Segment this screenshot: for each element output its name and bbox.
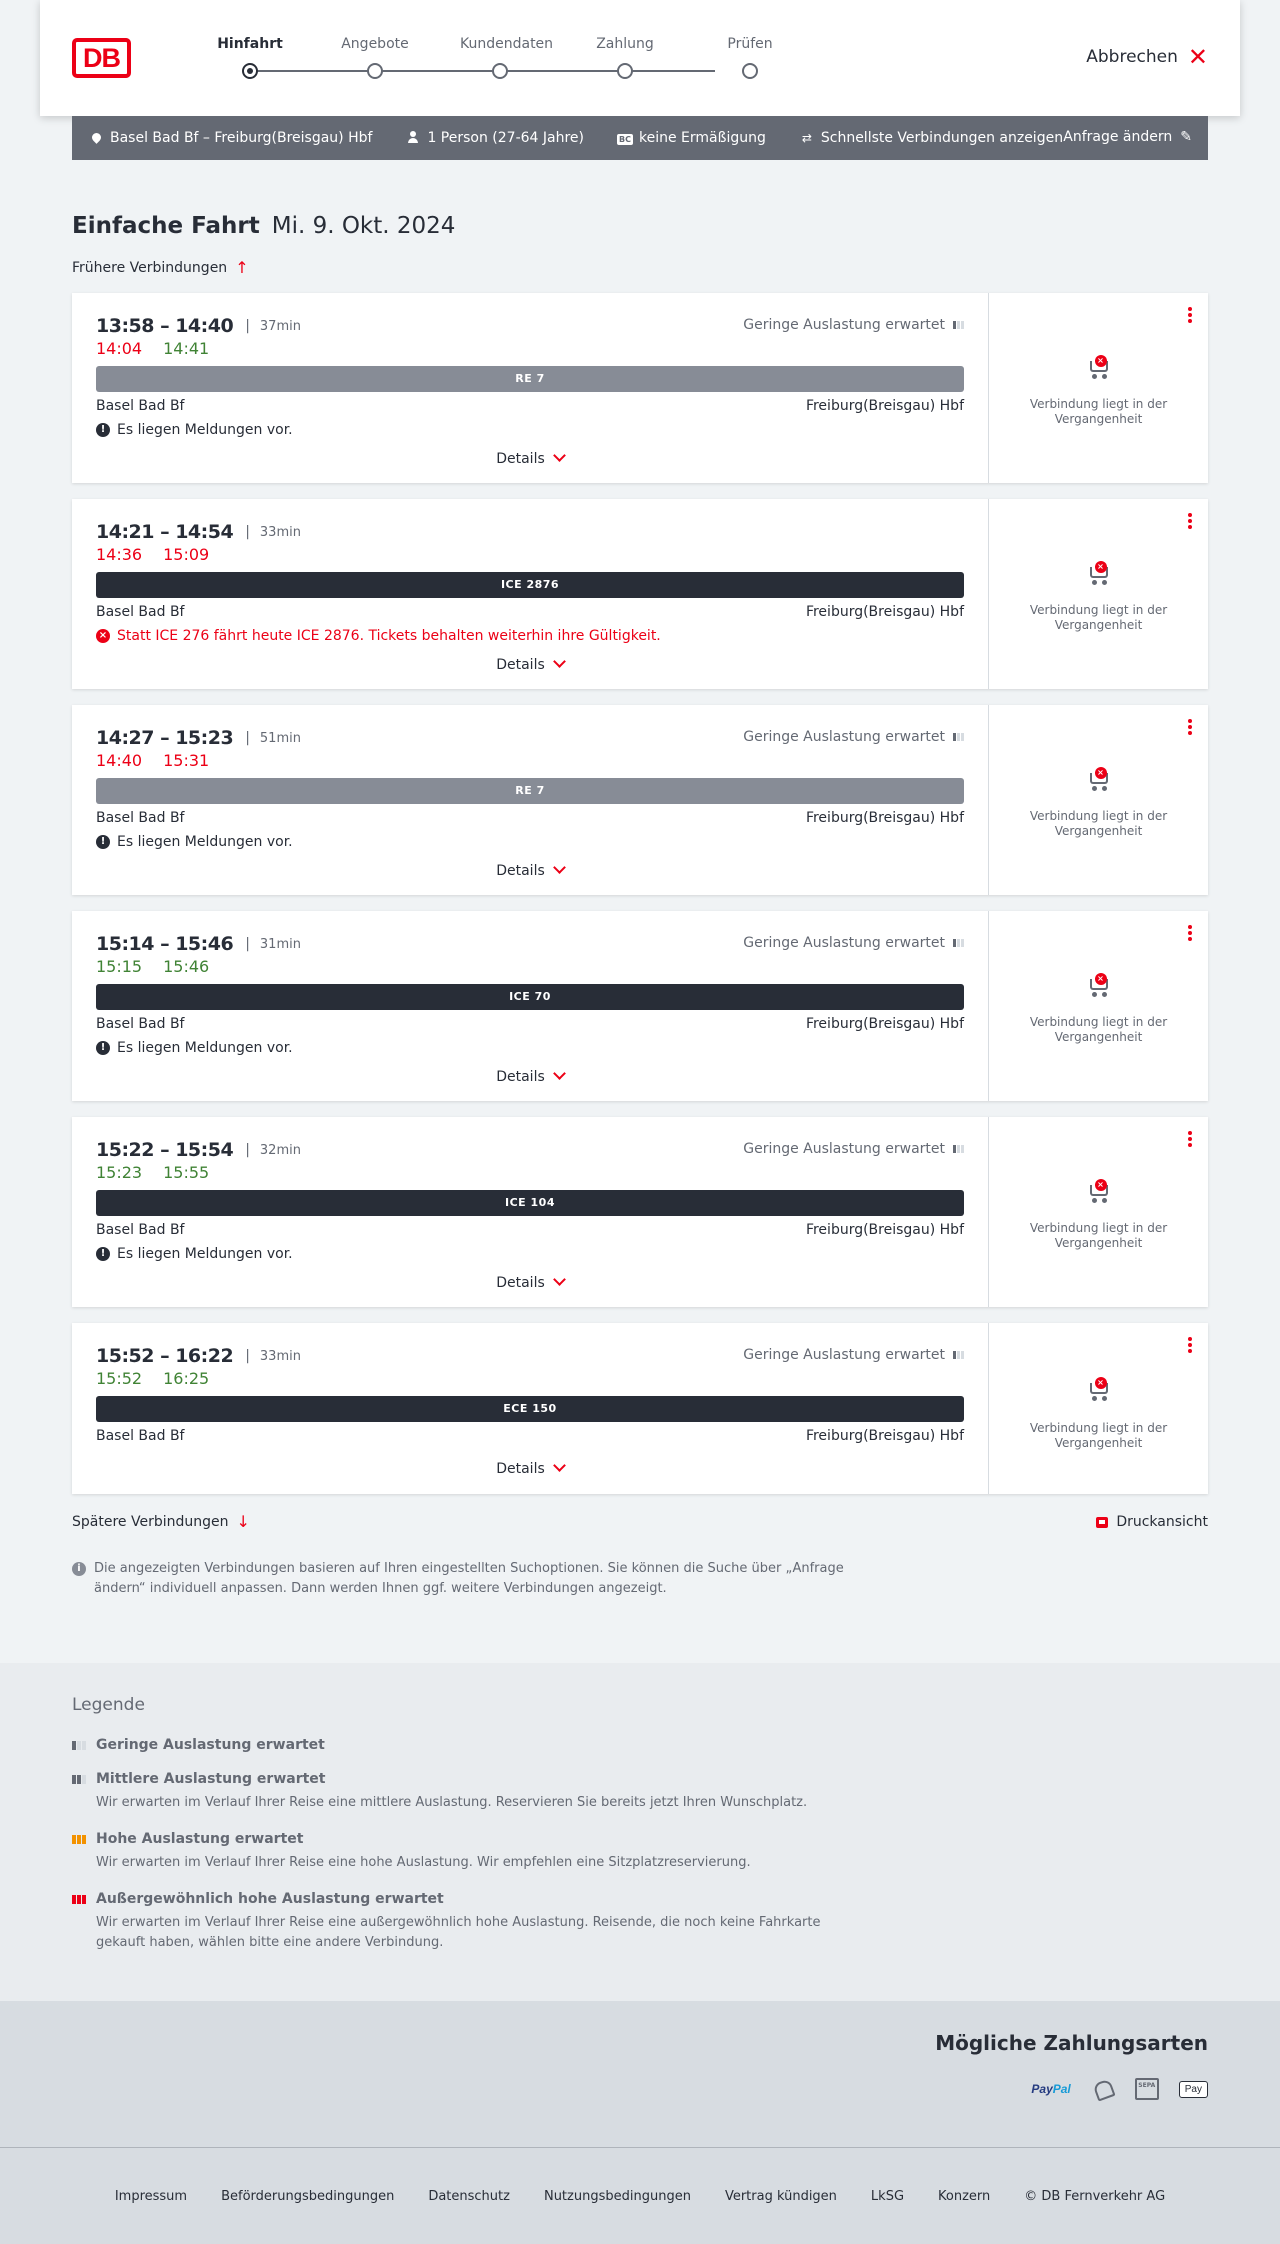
- swap-arrows-icon: ⇄: [801, 131, 812, 145]
- connection-status-panel: [989, 293, 1208, 483]
- realtime-departure: 14:36: [96, 545, 143, 564]
- step-label: Hinfahrt: [217, 36, 283, 52]
- chevron-down-icon: [553, 1459, 566, 1472]
- connection-message: [96, 422, 293, 438]
- cancel-label: Abbrechen: [1086, 47, 1178, 67]
- close-icon: ✕: [1187, 43, 1208, 71]
- connection-times: [96, 315, 301, 337]
- trip-date: Mi. 9. Okt. 2024: [271, 213, 456, 239]
- search-discount-label: keine Ermäßigung: [639, 130, 766, 146]
- connection-times: [96, 933, 301, 955]
- planned-times: 15:52 – 16:22: [96, 1345, 234, 1367]
- connection-status-panel: [989, 1323, 1208, 1494]
- later-connections-label: Spätere Verbindungen: [72, 1514, 229, 1530]
- destination-station: Freiburg(Breisgau) Hbf: [805, 1016, 964, 1032]
- footer-copyright[interactable]: © DB Fernverkehr AG: [1024, 2188, 1166, 2204]
- earlier-connections-label: Frühere Verbindungen: [72, 260, 228, 276]
- stations: [96, 1016, 964, 1032]
- separator: |: [245, 936, 250, 952]
- connection-card[interactable]: [72, 1323, 1208, 1494]
- connection-info: [72, 1117, 989, 1307]
- footer-link-vertrag-kuendigen[interactable]: Vertrag kündigen: [724, 2188, 837, 2204]
- occupancy-info: [743, 729, 964, 745]
- train-bar[interactable]: ICE 104: [96, 1190, 964, 1216]
- more-options-icon[interactable]: [1186, 719, 1194, 737]
- duration: 32min: [259, 1142, 301, 1158]
- search-route-label: Basel Bad Bf – Freiburg(Breisgau) Hbf: [110, 130, 373, 146]
- connection-message: [96, 628, 661, 644]
- cart-unavailable-icon: ×: [989, 973, 1208, 999]
- connection-status-panel: [989, 499, 1208, 689]
- payment-methods: [72, 2001, 1208, 2147]
- train-bar[interactable]: ICE 2876: [96, 572, 964, 598]
- occupancy-info: [743, 935, 964, 951]
- message-text: Es liegen Meldungen vor.: [117, 1246, 293, 1262]
- step-label: Kundendaten: [460, 36, 554, 52]
- past-connection-note: Verbindung liegt in der Vergangenheit: [1029, 1015, 1168, 1044]
- details-toggle[interactable]: [72, 451, 988, 467]
- more-options-icon[interactable]: [1186, 925, 1194, 943]
- stations: [96, 1428, 964, 1444]
- printer-icon: [1096, 1517, 1108, 1528]
- step-dot: [492, 63, 508, 79]
- realtime-times: [96, 545, 209, 564]
- legend-item-head: [72, 1831, 1208, 1847]
- planned-times: 14:27 – 15:23: [96, 727, 234, 749]
- duration: 33min: [259, 524, 301, 540]
- legend-item-title: Hohe Auslastung erwartet: [96, 1831, 304, 1847]
- details-toggle[interactable]: [72, 657, 988, 673]
- legend-item-text: Wir erwarten im Verlauf Ihrer Reise eine hohe Auslastung. Wir empfehlen eine Sitzplatzreservierung.: [96, 1855, 751, 1870]
- legend-item: [72, 1831, 1208, 1873]
- realtime-times: [96, 957, 209, 976]
- occupancy-low-icon: [953, 1145, 964, 1153]
- legend-items: [72, 1737, 1208, 1953]
- footer: [0, 2147, 1280, 2244]
- results-bottom-row: [72, 1513, 1208, 1531]
- step-kundendaten: [460, 36, 554, 79]
- cart-unavailable-icon: ×: [989, 355, 1208, 381]
- legend-item-title: Geringe Auslastung erwartet: [96, 1737, 325, 1753]
- train-bar[interactable]: ECE 150: [96, 1396, 964, 1422]
- footer-link-konzern[interactable]: Konzern: [938, 2188, 991, 2204]
- connection-info: [72, 293, 989, 483]
- step-pruefen: [710, 36, 790, 79]
- occupancy-label: Geringe Auslastung erwartet: [743, 1141, 945, 1157]
- stations: [96, 398, 964, 414]
- realtime-arrival: 15:31: [163, 751, 210, 770]
- step-dot: [242, 63, 258, 79]
- occupancy-low-icon: [953, 321, 964, 329]
- realtime-departure: 15:52: [96, 1369, 143, 1388]
- step-label: Angebote: [341, 36, 409, 52]
- connection-card[interactable]: [72, 1117, 1208, 1307]
- occupancy-medium-icon: [72, 1775, 88, 1784]
- connection-list: [72, 293, 1208, 1494]
- search-travellers-label: 1 Person (27-64 Jahre): [427, 130, 584, 146]
- results-main: [72, 213, 1208, 1599]
- step-dot: [367, 63, 383, 79]
- search-travellers[interactable]: [405, 130, 584, 146]
- occupancy-low-icon: [953, 733, 964, 741]
- print-view-label: Druckansicht: [1116, 1514, 1208, 1530]
- page-title: [72, 213, 1208, 239]
- details-label: Details: [496, 1069, 545, 1085]
- legend-title: Legende: [72, 1695, 145, 1715]
- stations: [96, 810, 964, 826]
- occupancy-info: [743, 1347, 964, 1363]
- details-toggle[interactable]: [72, 1069, 988, 1085]
- chevron-down-icon: [553, 449, 566, 462]
- connection-times: [96, 727, 301, 749]
- realtime-times: [96, 1369, 209, 1388]
- origin-station: Basel Bad Bf: [96, 1222, 185, 1238]
- arrow-down-icon: ↓: [236, 1512, 250, 1531]
- connection-status-panel: [989, 911, 1208, 1101]
- payment-icons: [1031, 2078, 1208, 2100]
- details-toggle[interactable]: [72, 1461, 988, 1477]
- chevron-down-icon: [553, 655, 566, 668]
- realtime-times: [96, 751, 209, 770]
- direct-debit-icon: [1091, 2078, 1115, 2100]
- paypal-icon: PayPal: [1031, 2082, 1071, 2096]
- connection-card[interactable]: [72, 911, 1208, 1101]
- stations: [96, 604, 964, 620]
- occupancy-info: [743, 317, 964, 333]
- realtime-arrival: 15:46: [163, 957, 210, 976]
- cart-unavailable-icon: ×: [989, 1179, 1208, 1205]
- more-options-icon[interactable]: [1186, 307, 1194, 325]
- chevron-down-icon: [553, 1067, 566, 1080]
- more-options-icon[interactable]: [1186, 1131, 1194, 1149]
- payment-title: Mögliche Zahlungsarten: [935, 2031, 1208, 2055]
- legend-item-text: Wir erwarten im Verlauf Ihrer Reise eine mittlere Auslastung. Reservieren Sie bereits jetzt Ihren Wunschplatz.: [96, 1795, 808, 1810]
- step-zahlung: [585, 36, 665, 79]
- connection-info: [72, 705, 989, 895]
- warning-icon: !: [96, 423, 110, 437]
- search-info-note: [72, 1559, 852, 1599]
- step-dot: [617, 63, 633, 79]
- step-label: Zahlung: [596, 36, 654, 52]
- search-route[interactable]: [88, 130, 372, 146]
- destination-station: Freiburg(Breisgau) Hbf: [805, 398, 964, 414]
- occupancy-label: Geringe Auslastung erwartet: [743, 935, 945, 951]
- cart-unavailable-icon: ×: [989, 767, 1208, 793]
- step-label: Prüfen: [727, 36, 773, 52]
- change-request-button[interactable]: [1063, 129, 1192, 145]
- booking-header: [40, 0, 1240, 116]
- destination-station: Freiburg(Breisgau) Hbf: [805, 810, 964, 826]
- train-bar[interactable]: ICE 70: [96, 984, 964, 1010]
- legend-item: [72, 1737, 1208, 1753]
- legend-item-head: [72, 1771, 1208, 1787]
- occupancy-very-high-icon: [72, 1895, 88, 1904]
- origin-station: Basel Bad Bf: [96, 1016, 185, 1032]
- warning-icon: !: [96, 835, 110, 849]
- print-view-link[interactable]: [1096, 1513, 1208, 1531]
- realtime-departure: 15:15: [96, 957, 143, 976]
- connection-times: [96, 1139, 301, 1161]
- connection-times: [96, 1345, 301, 1367]
- details-label: Details: [496, 1275, 545, 1291]
- cart-unavailable-icon: ×: [989, 561, 1208, 587]
- footer-link-befoerderungsbedingungen[interactable]: Beförderungsbedingungen: [221, 2188, 395, 2204]
- occupancy-label: Geringe Auslastung erwartet: [743, 729, 945, 745]
- footer-link-nutzungsbedingungen[interactable]: Nutzungsbedingungen: [543, 2188, 691, 2204]
- past-connection-note: Verbindung liegt in der Vergangenheit: [1029, 603, 1168, 632]
- legend-item-text: Wir erwarten im Verlauf Ihrer Reise eine außergewöhnlich hohe Auslastung. Reisende, die noch keine Fahrkarte gekauft haben, wählen bitte eine andere Verbindung.: [96, 1915, 821, 1950]
- realtime-arrival: 14:41: [163, 339, 210, 358]
- separator: |: [245, 1348, 250, 1364]
- pencil-icon: ✎: [1180, 129, 1192, 145]
- connection-info: [72, 1323, 989, 1494]
- connection-card[interactable]: [72, 705, 1208, 895]
- connection-times: [96, 521, 301, 543]
- footer-link-impressum[interactable]: Impressum: [114, 2188, 188, 2204]
- details-label: Details: [496, 657, 545, 673]
- person-icon: [405, 131, 421, 146]
- db-logo[interactable]: DB: [72, 38, 131, 78]
- cart-unavailable-icon: ×: [989, 1377, 1208, 1403]
- destination-station: Freiburg(Breisgau) Hbf: [805, 1428, 964, 1444]
- legend: [72, 1695, 1208, 1953]
- separator: |: [245, 524, 250, 540]
- sepa-icon: SEPA: [1135, 2078, 1159, 2100]
- connection-message: [96, 834, 293, 850]
- occupancy-high-icon: [72, 1835, 88, 1844]
- destination-station: Freiburg(Breisgau) Hbf: [805, 1222, 964, 1238]
- message-text: Es liegen Meldungen vor.: [117, 1040, 293, 1056]
- planned-times: 15:22 – 15:54: [96, 1139, 234, 1161]
- occupancy-low-icon: [953, 1351, 964, 1359]
- message-text: Es liegen Meldungen vor.: [117, 834, 293, 850]
- train-bar[interactable]: RE 7: [96, 778, 964, 804]
- details-toggle[interactable]: [72, 863, 988, 879]
- past-connection-note: Verbindung liegt in der Vergangenheit: [1029, 397, 1168, 426]
- change-request-label: Anfrage ändern: [1063, 129, 1173, 145]
- warning-icon: !: [96, 1247, 110, 1261]
- connection-status-panel: [989, 1117, 1208, 1307]
- train-bar[interactable]: RE 7: [96, 366, 964, 392]
- occupancy-low-icon: [72, 1741, 88, 1750]
- realtime-departure: 15:23: [96, 1163, 143, 1182]
- connection-status-panel: [989, 705, 1208, 895]
- connection-card[interactable]: [72, 293, 1208, 483]
- search-fastest-label: Schnellste Verbindungen anzeigen: [820, 130, 1064, 146]
- message-text: Statt ICE 276 fährt heute ICE 2876. Tickets behalten weiterhin ihre Gültigkeit.: [117, 628, 661, 644]
- duration: 31min: [259, 936, 301, 952]
- chevron-down-icon: [553, 1273, 566, 1286]
- planned-times: 13:58 – 14:40: [96, 315, 234, 337]
- step-hinfahrt: [210, 36, 290, 79]
- connection-message: [96, 1246, 293, 1262]
- separator: |: [245, 318, 250, 334]
- planned-times: 15:14 – 15:46: [96, 933, 234, 955]
- search-discount[interactable]: [617, 130, 766, 146]
- step-angebote: [335, 36, 415, 79]
- details-label: Details: [496, 863, 545, 879]
- occupancy-info: [743, 1141, 964, 1157]
- realtime-arrival: 16:25: [163, 1369, 210, 1388]
- legend-item-head: [72, 1891, 1208, 1907]
- past-connection-note: Verbindung liegt in der Vergangenheit: [1029, 1221, 1168, 1250]
- info-icon: i: [72, 1562, 86, 1576]
- realtime-arrival: 15:09: [163, 545, 210, 564]
- realtime-arrival: 15:55: [163, 1163, 210, 1182]
- origin-station: Basel Bad Bf: [96, 1428, 185, 1444]
- booking-stepper: [210, 36, 773, 86]
- message-text: Es liegen Meldungen vor.: [117, 422, 293, 438]
- realtime-times: [96, 339, 209, 358]
- details-toggle[interactable]: [72, 1275, 988, 1291]
- separator: |: [245, 1142, 250, 1158]
- past-connection-note: Verbindung liegt in der Vergangenheit: [1029, 809, 1168, 838]
- connection-card[interactable]: [72, 499, 1208, 689]
- error-icon: ×: [96, 629, 110, 643]
- more-options-icon[interactable]: [1186, 513, 1194, 531]
- details-label: Details: [496, 1461, 545, 1477]
- footer-link-datenschutz[interactable]: Datenschutz: [428, 2188, 510, 2204]
- warning-icon: !: [96, 1041, 110, 1055]
- origin-station: Basel Bad Bf: [96, 398, 185, 414]
- duration: 33min: [259, 1348, 301, 1364]
- occupancy-label: Geringe Auslastung erwartet: [743, 1347, 945, 1363]
- arrow-up-icon: ↑: [235, 258, 249, 277]
- connection-message: [96, 1040, 293, 1056]
- legend-section: [0, 1663, 1280, 2001]
- connection-info: [72, 911, 989, 1101]
- search-info-text: Die angezeigten Verbindungen basieren auf Ihren eingestellten Suchoptionen. Sie können die Suche über „Anfrage ändern“ individuell anpassen. Dann werden Ihnen ggf. weitere Verbindungen angezeigt.: [94, 1561, 844, 1596]
- earlier-connections-link[interactable]: [72, 259, 1208, 277]
- origin-station: Basel Bad Bf: [96, 604, 185, 620]
- duration: 37min: [259, 318, 301, 334]
- occupancy-low-icon: [953, 939, 964, 947]
- legend-item-head: [72, 1737, 1208, 1753]
- bahncard-icon: BC: [619, 135, 631, 144]
- cancel-button[interactable]: [1086, 43, 1208, 71]
- search-fastest[interactable]: [799, 130, 1063, 146]
- realtime-times: [96, 1163, 209, 1182]
- destination-station: Freiburg(Breisgau) Hbf: [805, 604, 964, 620]
- planned-times: 14:21 – 14:54: [96, 521, 234, 543]
- origin-station: Basel Bad Bf: [96, 810, 185, 826]
- footer-link-lksg[interactable]: LkSG: [870, 2188, 905, 2204]
- location-pin-icon: [88, 131, 104, 145]
- later-connections-link[interactable]: [72, 1513, 250, 1531]
- duration: 51min: [259, 730, 301, 746]
- details-label: Details: [496, 451, 545, 467]
- payment-section: [0, 2001, 1280, 2147]
- apple-pay-icon: Pay: [1179, 2081, 1208, 2098]
- chevron-down-icon: [553, 861, 566, 874]
- step-dot: [742, 63, 758, 79]
- legend-item: [72, 1891, 1208, 1953]
- stations: [96, 1222, 964, 1238]
- legend-item: [72, 1771, 1208, 1813]
- legend-item-title: Mittlere Auslastung erwartet: [96, 1771, 326, 1787]
- realtime-departure: 14:04: [96, 339, 143, 358]
- search-summary-bar: [72, 116, 1208, 160]
- connection-info: [72, 499, 989, 689]
- occupancy-label: Geringe Auslastung erwartet: [743, 317, 945, 333]
- more-options-icon[interactable]: [1186, 1337, 1194, 1355]
- separator: |: [245, 730, 250, 746]
- realtime-departure: 14:40: [96, 751, 143, 770]
- legend-item-title: Außergewöhnlich hohe Auslastung erwartet: [96, 1891, 444, 1907]
- trip-type-title: Einfache Fahrt: [72, 213, 260, 239]
- past-connection-note: Verbindung liegt in der Vergangenheit: [1029, 1421, 1168, 1450]
